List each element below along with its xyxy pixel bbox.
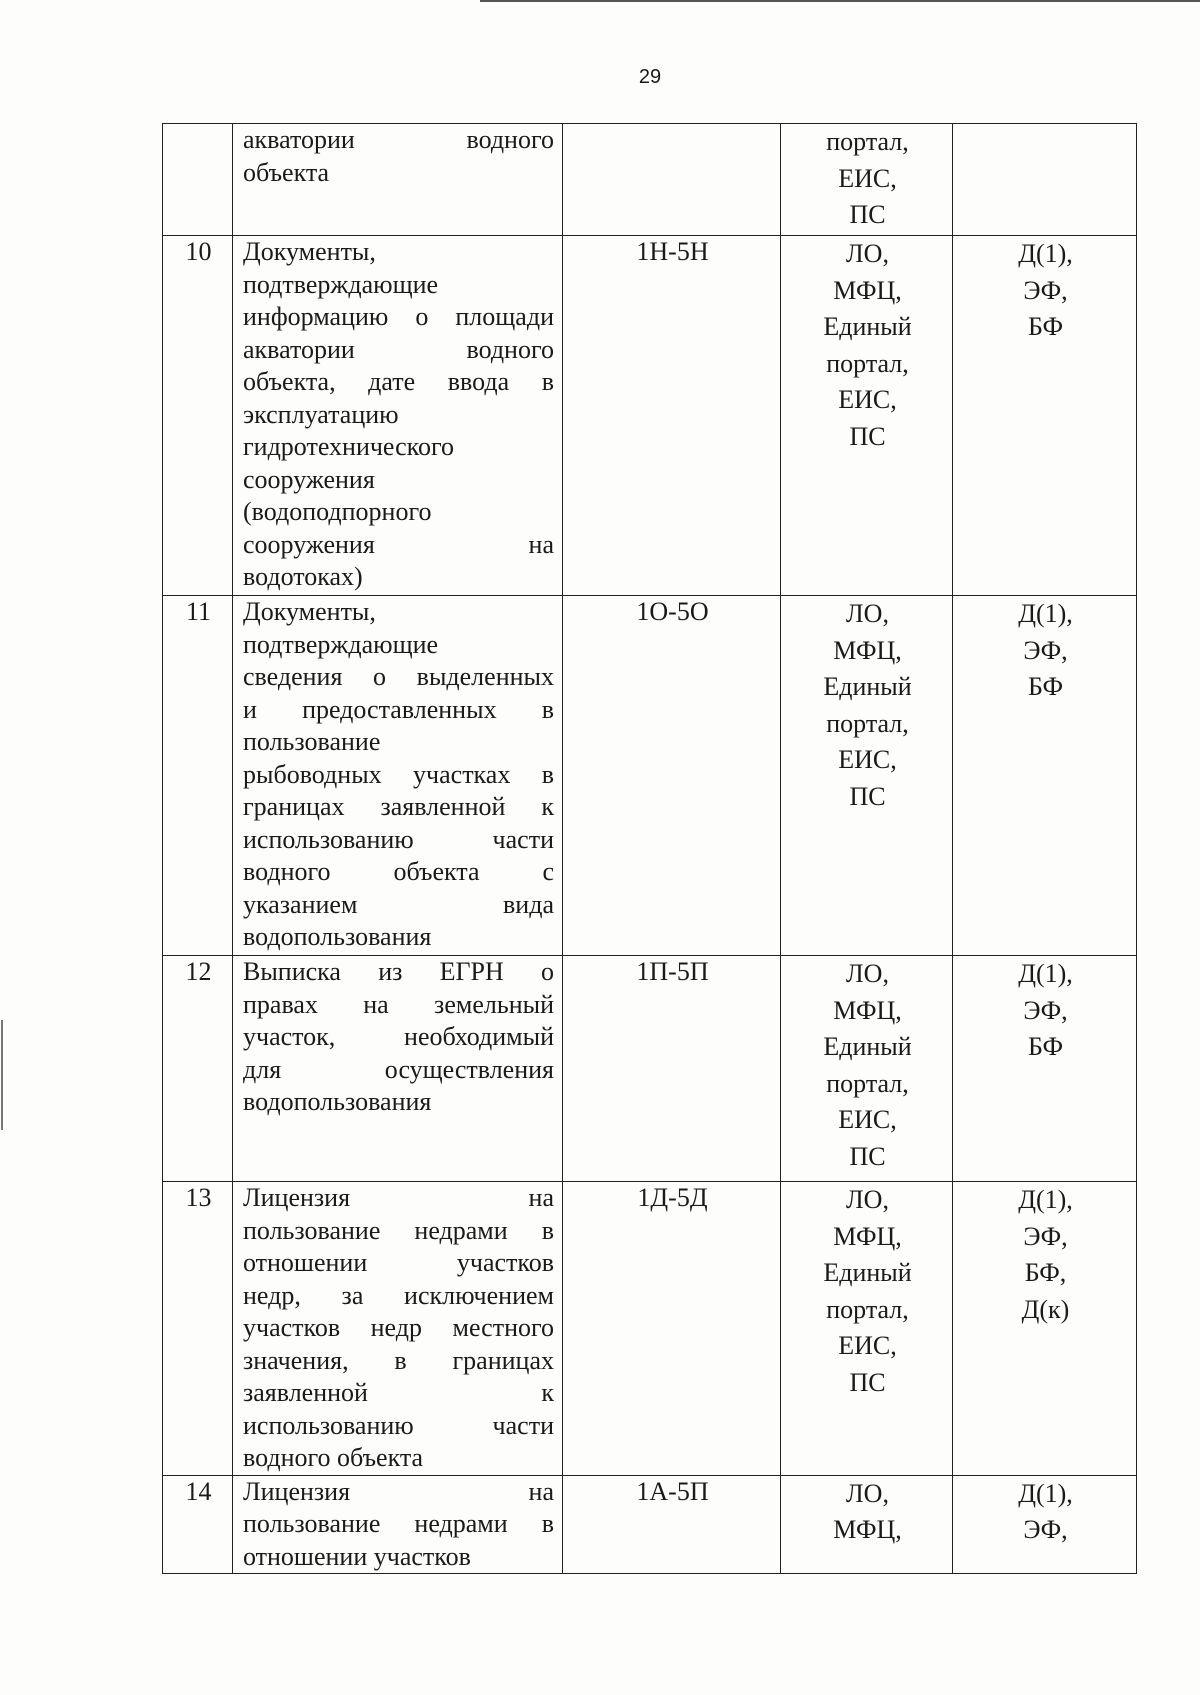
channel-item: ЛО, <box>846 1478 889 1508</box>
channel-item: портал, <box>826 127 909 156</box>
description-line: водопользования <box>243 922 432 951</box>
channel-item: МФЦ, <box>833 995 902 1025</box>
channel-item: ПС <box>849 200 886 229</box>
description-line: участок, необходимый <box>243 1022 554 1051</box>
description-line: водопользования <box>243 1087 432 1116</box>
document-code: 1О-5О <box>563 596 781 956</box>
description-line: сведения о выделенных <box>243 662 554 691</box>
format-item: БФ <box>1027 1032 1064 1061</box>
submission-channels <box>781 956 953 1182</box>
description-line: и предоставленных в <box>243 694 554 724</box>
description-line: указанием вида <box>243 889 554 919</box>
document-description <box>233 1182 563 1476</box>
description-line: информацию о площади <box>243 302 554 331</box>
document-formats <box>953 124 1137 236</box>
channel-item: ЕИС, <box>838 163 897 193</box>
channel-item: ПС <box>849 1141 886 1171</box>
format-item: ЭФ, <box>1023 995 1068 1025</box>
description-line: подтверждающие <box>243 629 439 659</box>
submission-channels <box>781 236 953 596</box>
row-number: 12 <box>163 956 233 1182</box>
channel-item: Единый <box>823 312 912 341</box>
description-line: правах на земельный <box>243 989 554 1019</box>
document-code: 1П-5П <box>563 956 781 1182</box>
channel-item: ПС <box>849 781 886 811</box>
description-line: Лицензия на <box>243 1183 554 1212</box>
format-item: БФ <box>1027 312 1064 341</box>
channel-item: Единый <box>823 1258 912 1287</box>
description-line: водотоках) <box>243 562 363 591</box>
description-line: пользование <box>243 727 381 756</box>
format-item: ЭФ, <box>1023 1221 1068 1251</box>
document-formats <box>953 596 1137 956</box>
document-description <box>233 596 563 956</box>
submission-channels <box>781 124 953 236</box>
scan-edge-top <box>480 0 1200 2</box>
description-line: использованию части <box>243 1410 554 1440</box>
documents-table <box>162 123 1137 1574</box>
document-code <box>563 124 781 236</box>
document-code: 1Н-5Н <box>563 236 781 596</box>
document-formats <box>953 956 1137 1182</box>
document-description <box>233 236 563 596</box>
channel-item: ЕИС, <box>838 1331 897 1360</box>
row-number: 14 <box>163 1475 233 1574</box>
description-line: сооружения <box>243 464 375 494</box>
channel-item: ЛО, <box>846 599 889 628</box>
description-line: водного объекта <box>243 1443 424 1472</box>
format-item: БФ, <box>1024 1258 1067 1287</box>
table-row <box>163 124 1137 236</box>
description-line: для осуществления <box>243 1054 554 1084</box>
row-number: 10 <box>163 236 233 596</box>
channel-item: Единый <box>823 1032 912 1061</box>
row-number: 13 <box>163 1182 233 1476</box>
submission-channels <box>781 1182 953 1476</box>
description-line: использованию части <box>243 824 554 854</box>
description-line: отношении участков <box>243 1248 554 1277</box>
channel-item: портал, <box>826 1068 909 1098</box>
table-row <box>163 596 1137 956</box>
channel-item: портал, <box>826 348 909 378</box>
table-row <box>163 236 1137 596</box>
channel-item: МФЦ, <box>833 1515 902 1544</box>
description-line: заявленной к <box>243 1378 554 1407</box>
format-item: Д(1), <box>1018 599 1073 628</box>
description-line: подтверждающие <box>243 269 439 299</box>
table-row <box>163 1182 1137 1476</box>
submission-channels <box>781 1475 953 1574</box>
table-row <box>163 1475 1137 1574</box>
channel-item: ЕИС, <box>838 745 897 774</box>
format-item: Д(к) <box>1021 1294 1070 1324</box>
description-line: Лицензия на <box>243 1476 554 1506</box>
document-formats <box>953 1475 1137 1574</box>
format-item: ЭФ, <box>1023 275 1068 305</box>
page-number: 29 <box>638 66 662 88</box>
description-line: Документы, <box>243 237 376 266</box>
description-line: недр, за исключением <box>243 1280 554 1310</box>
description-line: Выписка из ЕГРН о <box>243 957 554 986</box>
description-line: отношении участков <box>243 1541 471 1571</box>
table-row <box>163 956 1137 1182</box>
document-description <box>233 1475 563 1574</box>
format-item: Д(1), <box>1018 239 1073 268</box>
channel-item: ЕИС, <box>838 1105 897 1134</box>
description-line: пользование недрами в <box>243 1509 554 1538</box>
description-line: водного объекта с <box>243 857 554 886</box>
format-item: БФ <box>1027 672 1064 701</box>
channel-item: ЕИС, <box>838 385 897 414</box>
description-line: эксплуатацию <box>243 399 399 429</box>
format-item: ЭФ, <box>1023 1515 1068 1544</box>
description-line: рыбоводных участках в <box>243 759 554 789</box>
format-item: ЭФ, <box>1023 635 1068 665</box>
row-number: 11 <box>163 596 233 956</box>
description-line: акватории водного <box>243 125 554 154</box>
channel-item: ЛО, <box>846 959 889 988</box>
description-line: (водоподпорного <box>243 497 432 526</box>
row-number <box>163 124 233 236</box>
channel-item: ЛО, <box>846 239 889 268</box>
description-line: участков недр местного <box>243 1313 554 1342</box>
document-formats <box>953 236 1137 596</box>
description-line: акватории водного <box>243 334 554 364</box>
document-description <box>233 956 563 1182</box>
channel-item: МФЦ, <box>833 275 902 305</box>
channel-item: портал, <box>826 1294 909 1324</box>
description-line: сооружения на <box>243 529 554 559</box>
channel-item: ПС <box>849 1367 886 1397</box>
description-line: Документы, <box>243 597 376 626</box>
document-description <box>233 124 563 236</box>
document-formats <box>953 1182 1137 1476</box>
description-line: значения, в границах <box>243 1345 554 1375</box>
channel-item: Единый <box>823 672 912 701</box>
format-item: Д(1), <box>1018 1185 1073 1214</box>
description-line: границах заявленной к <box>243 792 554 821</box>
description-line: объекта, дате ввода в <box>243 367 554 396</box>
channel-item: МФЦ, <box>833 1221 902 1251</box>
document-code: 1А-5П <box>563 1475 781 1574</box>
submission-channels <box>781 596 953 956</box>
description-line: гидротехнического <box>243 432 454 461</box>
format-item: Д(1), <box>1018 1478 1073 1508</box>
description-line: пользование недрами в <box>243 1215 554 1245</box>
channel-item: ПС <box>849 421 886 451</box>
format-item: Д(1), <box>1018 959 1073 988</box>
channel-item: портал, <box>826 708 909 738</box>
channel-item: МФЦ, <box>833 635 902 665</box>
scan-edge-left <box>1 1020 3 1130</box>
channel-item: ЛО, <box>846 1185 889 1214</box>
document-code: 1Д-5Д <box>563 1182 781 1476</box>
description-line: объекта <box>243 157 330 187</box>
